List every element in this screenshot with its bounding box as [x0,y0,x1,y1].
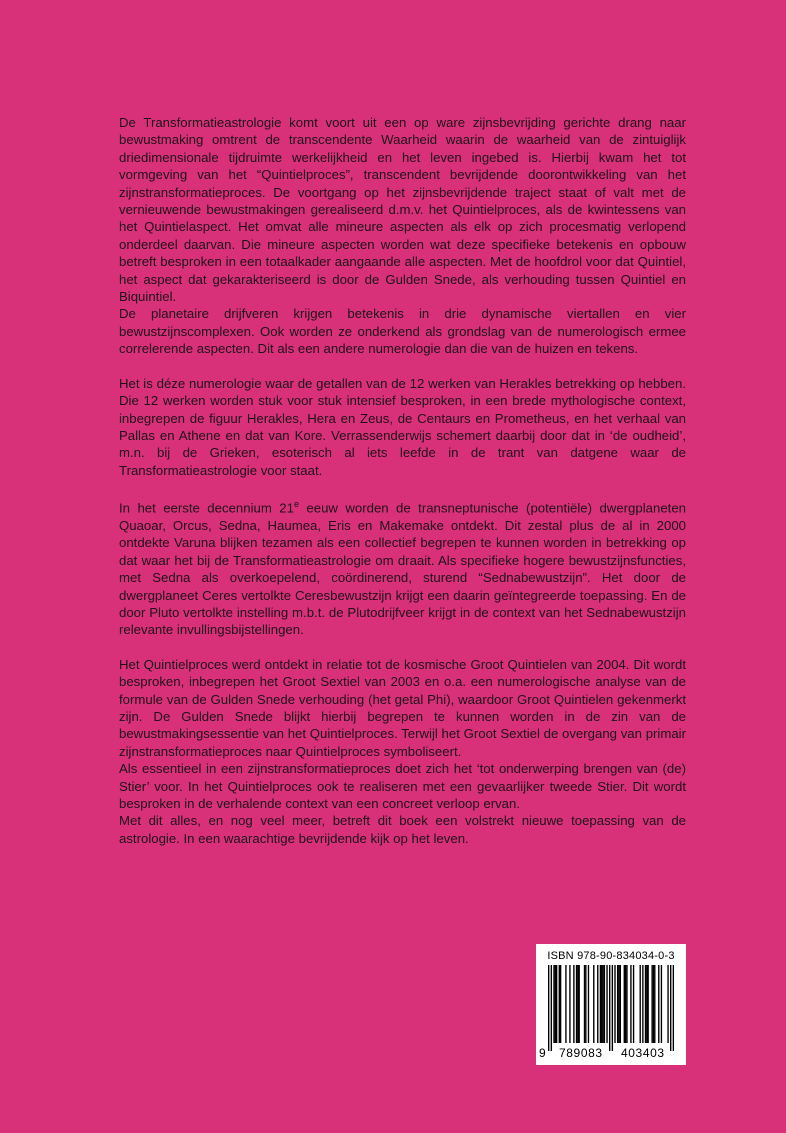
barcode-bar [569,965,570,1043]
blurb-paragraph-conclusion: Met dit alles, en nog veel meer, betreft dit boek een volstrekt nieuwe toepassing van de astrologie. In een waarachtige bevrijdende kijk op het leven. [119,813,686,846]
barcode-bar [620,965,621,1043]
barcode-bar [604,965,605,1043]
barcode-bar [555,965,556,1043]
ean-left-group: 789083 [559,1046,603,1060]
barcode-bar [673,965,674,1051]
barcode-bar [642,965,643,1043]
barcode-bar [588,965,589,1043]
barcode-bar [593,965,594,1043]
barcode-bar [601,965,602,1043]
barcode-bar [579,965,580,1043]
barcode-bar [645,965,646,1043]
ordinal-superscript: e [293,499,299,510]
barcode-bar [633,965,634,1043]
blurb-paragraph-quintielproces: Het Quintielproces werd ontdekt in relatie tot de kosmische Groot Quintielen van 2004. Dit wordt besproken, inbegrepen het Groot Sextiel van 2003 en o.a. een numerologische analyse van de formule van de Gulden Snede verhouding (het getal Phi), waardoor Groot Quintielen gekenmerkt zijn. De Gulden Snede blijkt hierbij begrepen te kunnen worden in de zin van de bewustmakingsessentie van het Quintielproces. Terwijl het Groot Sextiel de overgang van primair zijnstransformatieproces naar Quintielproces symboliseert. [119,656,686,759]
barcode-bar [630,965,631,1043]
barcode-bar [625,965,626,1043]
ean-first-digit: 9 [539,1046,546,1060]
blurb-paragraph-intro: De Transformatieastrologie komt voort uit een op ware zijnsbevrijding gerichte drang naar bewustmaking omtrent de transcendente Waarheid waarin de waarheid van de zintuiglijk driedimensionale tijdruimte werkelijkheid en het leven ingebed is. Hierbij kwam het tot vormgeving van het “Quintielproces”, transcendent bevrijdende doorontwikkeling van het zijnstransformatieproces. De voortgang op het zijnsbevrijdende traject staat of valt met de vernieuwende bewustmakingen gerealiseerd d.m.v. het Quintielproces, als de kwintessens van het Quintielaspect. Het omvat alle mineure aspecten als elk op zich procesmatig verlopend onderdeel daarvan. Die mineure aspecten worden wat deze specifieke betekenis en opbouw betreft besproken in een totaalkader aangaande alle aspecten. Met de hoofdrol voor dat Quintiel, het aspect dat gekarakteriseerd is door de Gulden Snede, als verhouding tussen Quintiel en Biquintiel. [119,115,686,305]
barcode-bar [548,965,549,1051]
barcode-bar [602,965,603,1043]
ean-right-group: 403403 [621,1046,665,1060]
dwarf-planets-text-after: eeuw worden de transneptunische (potentiële) dwergplaneten Quaoar, Orcus, Sedna, Haumea, Eris en Makemake ontdekt. Dit zestal plus de al in 2000 ontdekte Varuna blijken tezamen als een collectief begrepen te kunnen worden in betrekking op dat waar het bij de Transformatieastrologie om draait. Als specifieke hogere bewustzijnsfuncties, met Sedna als overkoepelend, coördinerend, sturend “Sednabewustzijn”. Het door de dwergplaneet Ceres vertolkte Ceresbewustzijn krijgt een daarin geïntegreerde toepassing. En de door Pluto vertolkte instelling m.b.t. de Plutodrijfveer krijgt in de context van het Sednabewustzijn relevante invullingsbijstellingen. [119,500,686,638]
blurb-paragraph-dwarf-planets [119,496,686,639]
barcode-bar [646,965,647,1043]
barcode-bar [661,965,662,1043]
barcode-bar [551,965,552,1051]
barcode-bar [585,965,586,1043]
isbn-label: ISBN 978-90-834034-0-3 [547,950,675,962]
barcode-bar [609,965,610,1051]
barcode-bar [565,965,566,1043]
barcode-bar [624,965,625,1043]
barcode-bar [556,965,557,1043]
barcode-bar [606,965,607,1043]
barcode-bar [560,965,561,1043]
barcode-bar [670,965,671,1051]
barcode-bar [573,965,574,1043]
back-cover-blurb [119,114,686,864]
barcode-bar [654,965,655,1043]
barcode-bar [651,965,652,1043]
barcode-bar [600,965,601,1043]
barcode-bar [640,965,641,1043]
barcode-bar [559,965,560,1043]
barcode-bar [653,965,654,1043]
dwarf-planets-text-before: In het eerste decennium 21 [119,500,294,516]
barcode-bar [614,965,615,1043]
barcode-bar [647,965,648,1043]
barcode-bar [584,965,585,1043]
blurb-paragraph-herakles: Het is déze numerologie waar de getallen van de 12 werken van Herakles betrekking op hebben. Die 12 werken worden stuk voor stuk intensief besproken, in een brede mythologische context, inbegrepen de figuur Herakles, Hera en Zeus, de Centaurs en Prometheus, en het verhaal van Pallas en Athene en dat van Kore. Verrassenderwijs schemert daarbij door dat in ‘de oudheid’, m.n. bij de Grieken, esoterisch al iets leefde in de trant van datgene waar de Transformatieastrologie voor staat. [119,375,686,478]
blurb-paragraph-planetary-drives: De planetaire drijfveren krijgen betekenis in drie dynamische viertallen en vier bewustzijnscomplexen. Ook worden ze onderkend als grondslag van de numerologisch ermee correlerende aspecten. Dit als een andere numerologie dan die van de huizen en tekens. [119,306,686,357]
barcode-bar [577,965,578,1043]
barcode-bar [618,965,619,1043]
blurb-paragraph-stier: Als essentieel in een zijnstransformatieproces doet zich het ‘tot onderwerping brengen van (de) Stier’ voor. In het Quintielproces ook te realiseren met een gevaarlijker tweede Stier. Dit wordt besproken in de verhalende context van een concreet verloop ervan. [119,761,686,812]
isbn-barcode [536,944,686,1065]
barcode-bar [553,965,554,1043]
barcode-bar [626,965,627,1043]
barcode-bars [548,965,674,1051]
barcode-bar [617,965,618,1043]
barcode-bar [658,965,659,1043]
barcode-bar [576,965,577,1043]
barcode-bar [612,965,613,1051]
barcode-bar [597,965,598,1043]
barcode-bar [667,965,668,1043]
